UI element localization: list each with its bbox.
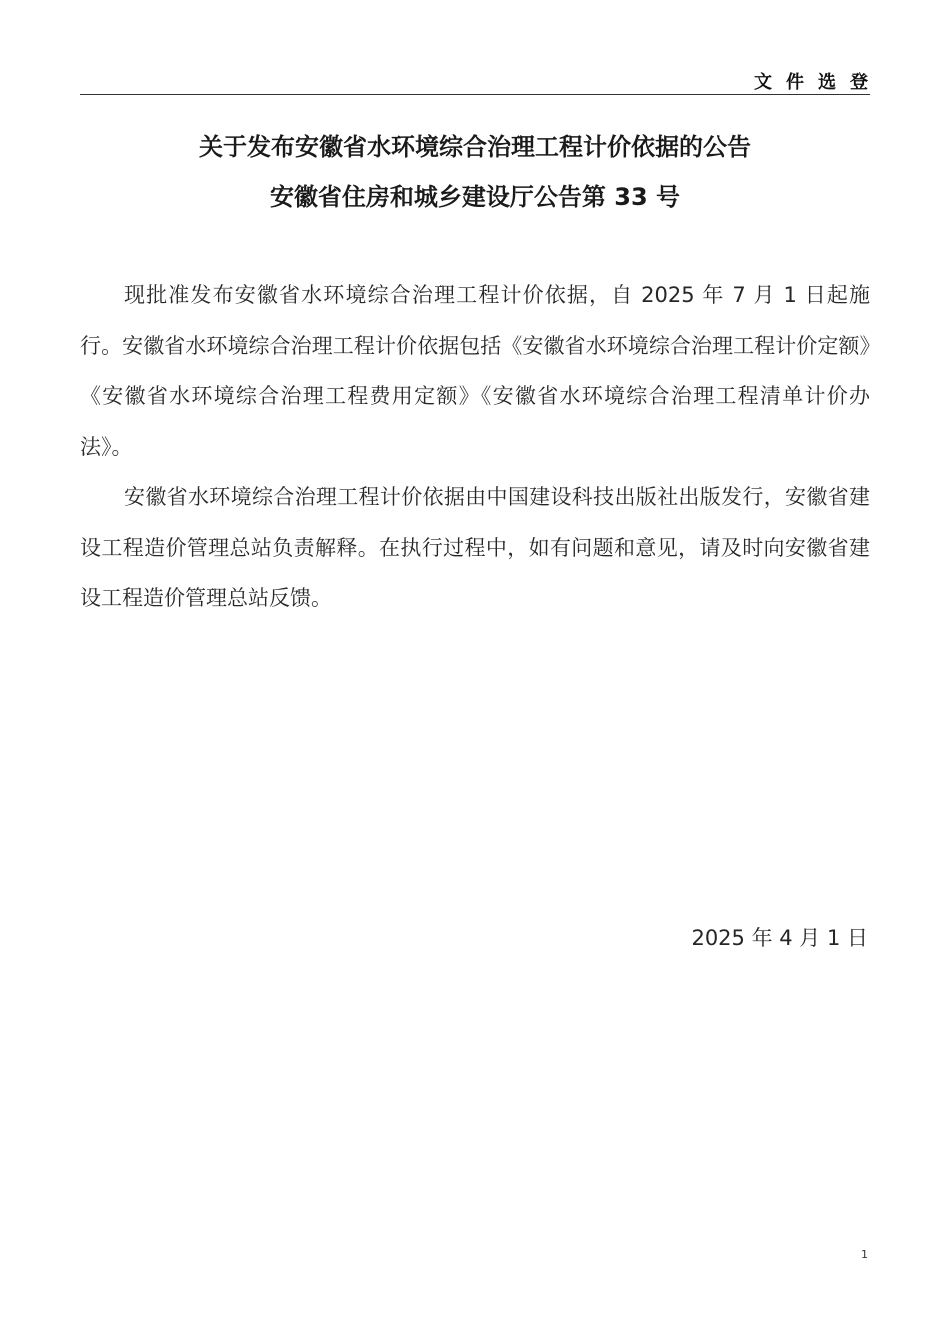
document-title: 关于发布安徽省水环境综合治理工程计价依据的公告 [199,133,751,161]
announcement-date: 2025 年 4 月 1 日 [691,926,868,950]
paragraph-1: 现批准发布安徽省水环境综合治理工程计价依据，自 2025 年 7 月 1 日起施行。安徽省水环境综合治理工程计价依据包括《安徽省水环境综合治理工程计价定额》《安徽省水环境综合治理工程费用定额》《安徽省水环境综合治理工程清单计价办法》。 [80,283,870,459]
header-divider [80,94,870,95]
paragraph-2: 安徽省水环境综合治理工程计价依据由中国建设科技出版社出版发行，安徽省建设工程造价管理总站负责解释。在执行过程中，如有问题和意见，请及时向安徽省建设工程造价管理总站反馈。 [80,485,870,610]
page-number: 1 [861,1248,868,1261]
document-body [80,270,870,624]
section-label: 文件选登 [754,72,882,93]
document-subtitle: 安徽省住房和城乡建设厅公告第 33 号 [269,183,681,211]
